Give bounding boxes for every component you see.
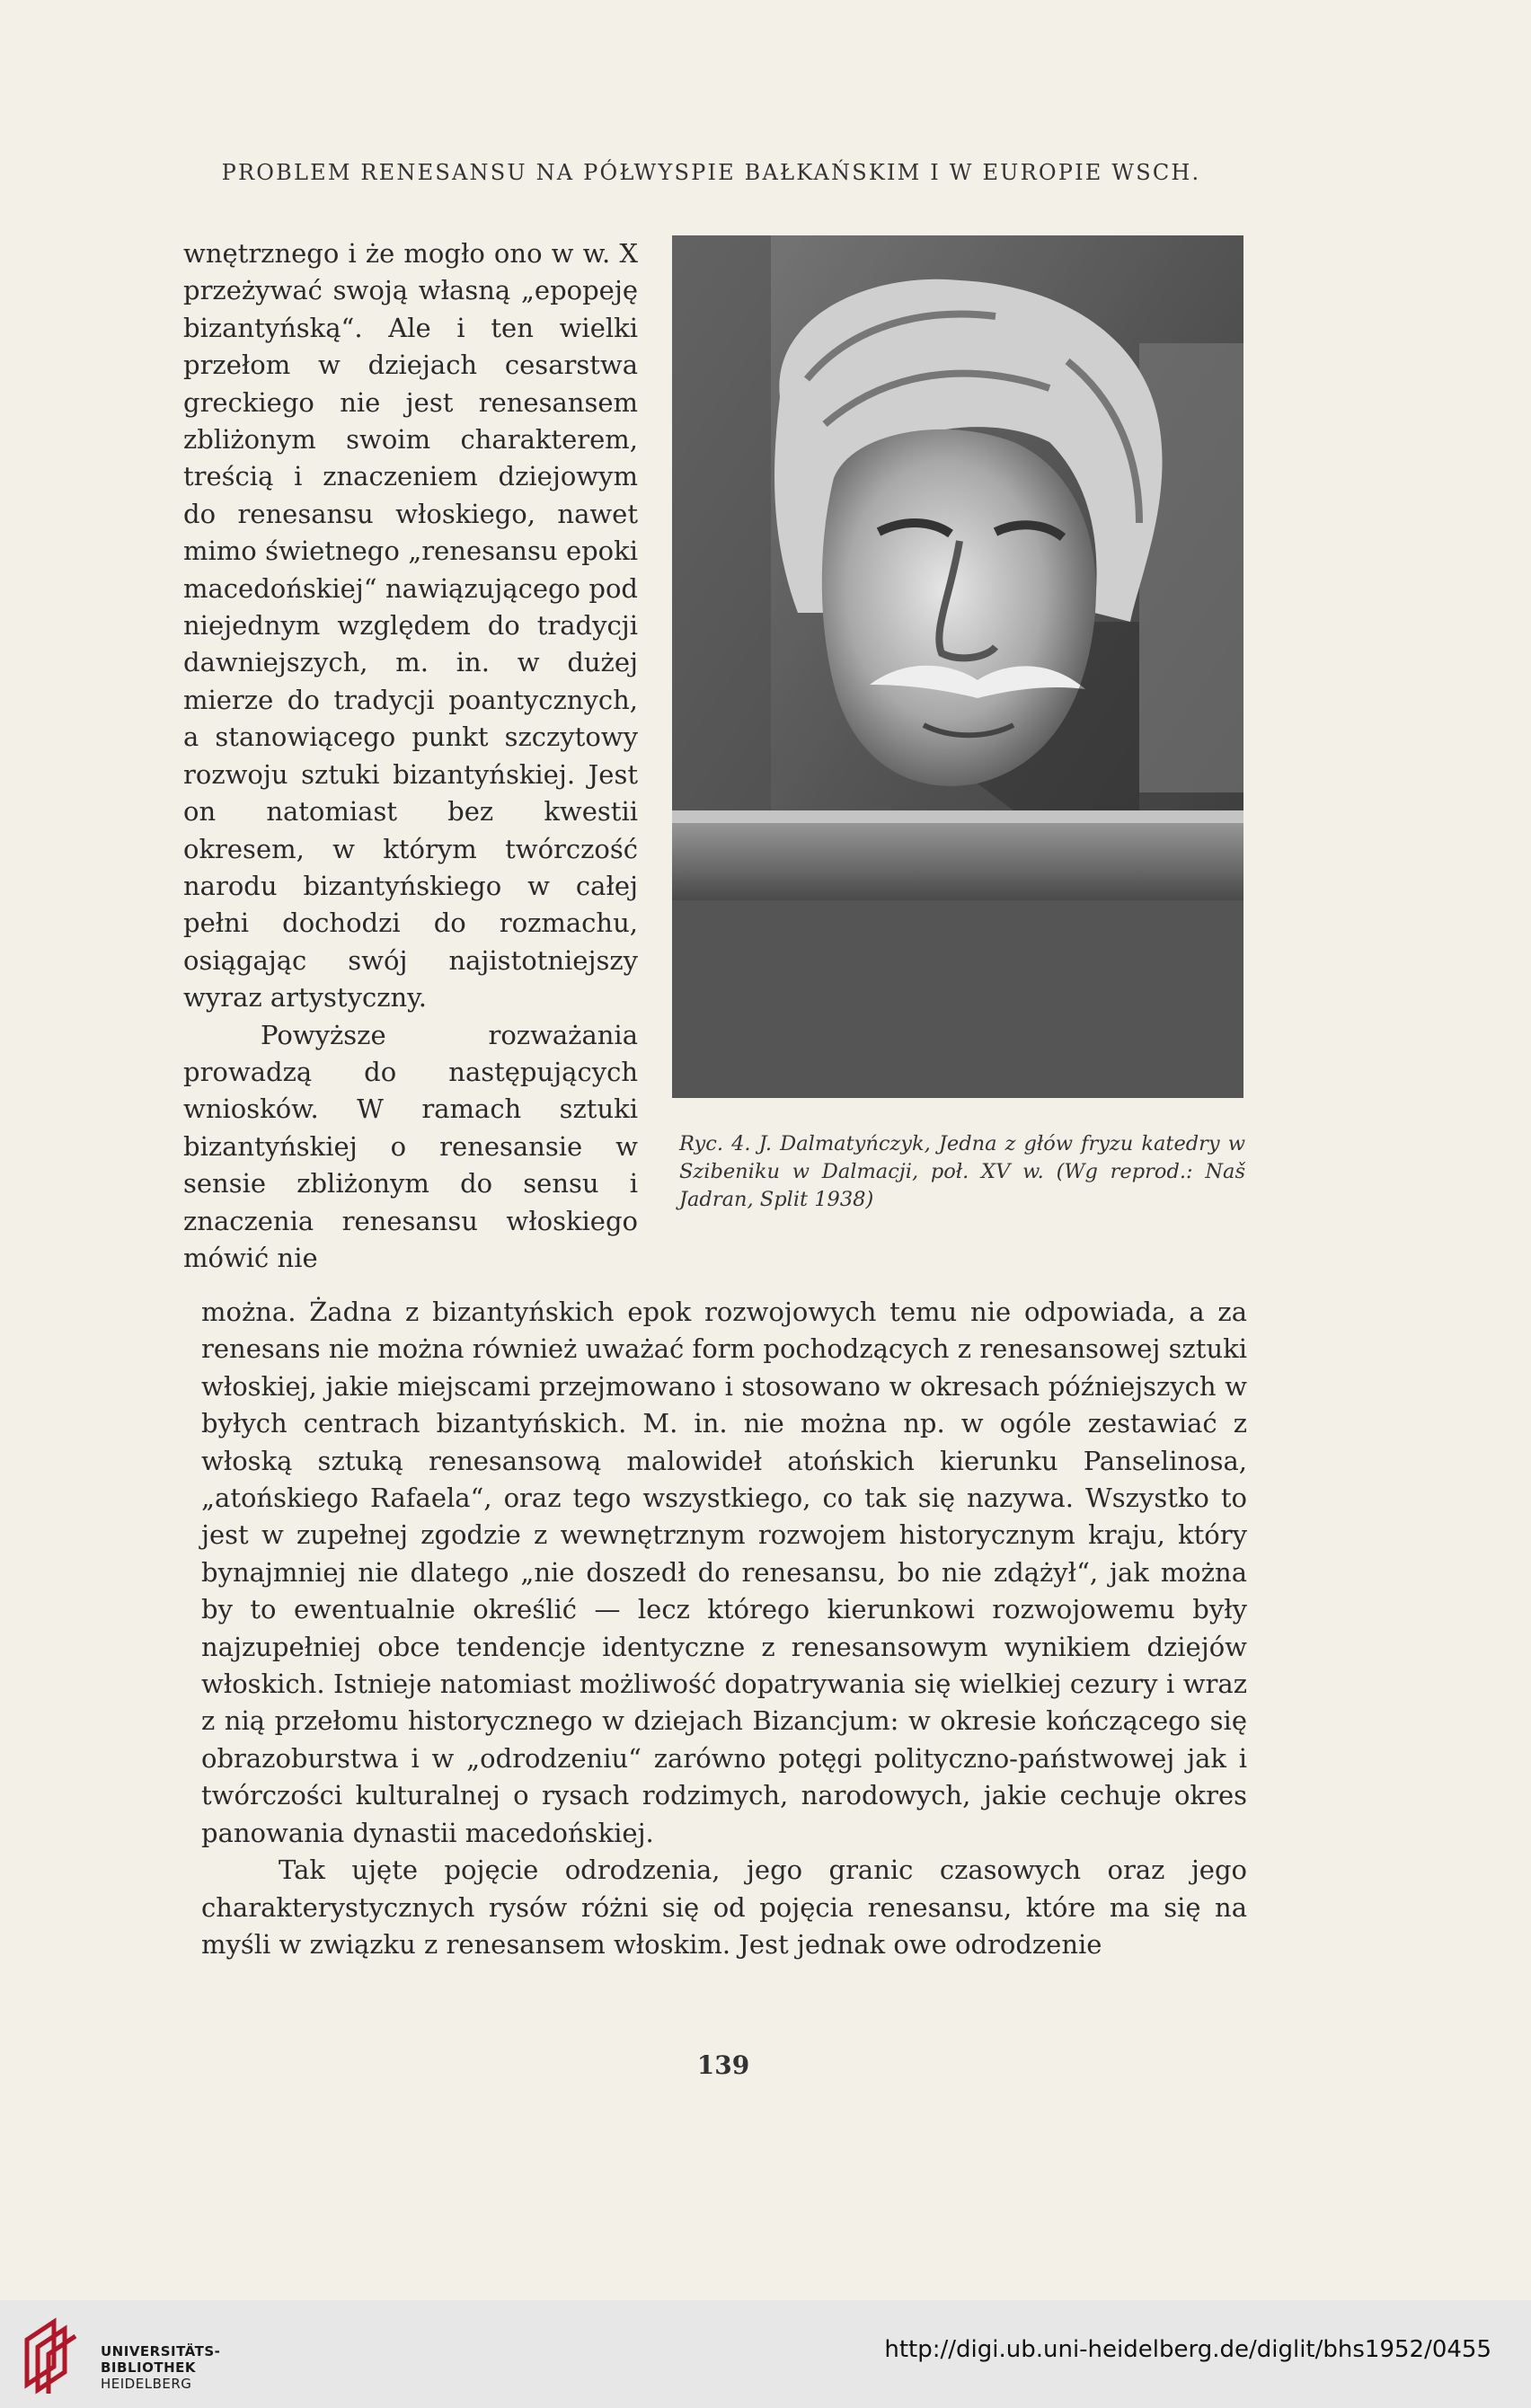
library-logo: [18, 2313, 221, 2395]
figure: [672, 235, 1243, 1098]
paragraph: wnętrznego i że mogło ono w w. X przeżywać swoją własną „epopeję bizantyńską“. Ale i ten wielki przełom w dziejach cesarstwa greckiego nie jest renesansem zbliżonym swoim charakterem, treścią i znaczeniem dziejowym do renesansu włoskiego, nawet mimo świetnego „renesansu epoki macedońskiej“ nawiązującego pod niejednym względem do tradycji dawniejszych, m. in. w dużej mierze do tradycji poantycznych, a stanowiącego punkt szczytowy rozwoju sztuki bizantyńskiej. Jest on natomiast bez kwestii okresem, w którym twórczość narodu bizantyńskiego w całej pełni dochodzi do rozmachu, osiągając swój najistotniejszy wyraz artystyczny.: [183, 238, 638, 1014]
paragraph: Powyższe rozważania prowadzą do następujących wniosków. W ramach sztuki bizantyńskiej o renesansie w sensie zbliżonym do sensu i znaczenia renesansu włoskiego mówić nie: [183, 1019, 638, 1273]
full-width-text: [201, 1294, 1247, 1963]
paragraph: Tak ujęte pojęcie odrodzenia, jego granic czasowych oraz jego charakterystycznych rysów różni się od pojęcia renesansu, które ma się na myśli w związku z renesansem włoskim. Jest jednak owe odrodzenie: [201, 1855, 1247, 1960]
running-title: PROBLEM RENESANSU NA PÓŁWYSPIE BAŁKAŃSKIM I W EUROPIE WSCH.: [221, 160, 1201, 185]
left-column-text: [183, 235, 638, 1277]
library-name: [101, 2343, 220, 2392]
paragraph: można. Żadna z bizantyńskich epok rozwojowych temu nie odpowiada, a za renesans nie można również uważać form pochodzących z renesansowej sztuki włoskiej, jakie miejscami przejmowano i stosowano w okresach późniejszych w byłych centrach bizantyńskich. M. in. nie można np. w ogóle zestawiać z włoską sztuką renesansową malowideł atońskich kierunku Panselinosa, „atońskiego Rafaela“, oraz tego wszystkiego, co tak się nazywa. Wszystko to jest w zupełnej zgodzie z wewnętrznym rozwojem historycznym kraju, który bynajmniej nie dlatego „nie doszedł do renesansu, bo nie zdążył“, jak można by to ewentualnie określić — lecz którego kierunkowi rozwojowemu były najzupełniej obce tendencje identyczne z renesansowym wynikiem dziejów włoskich. Istnieje natomiast możliwość dopatrywania się wielkiej cezury i wraz z nią przełomu historycznego w dziejach Bizancjum: w okresie kończącego się obrazoburstwa i w „odrodzeniu“ zarówno potęgi polityczno-państwowej jak i twórczości kulturalnej o rysach rodzimych, narodowych, jakie cechuje okres panowania dynastii macedońskiej.: [201, 1297, 1247, 1848]
library-name-line: UNIVERSITÄTS-: [101, 2343, 221, 2359]
source-url-link[interactable]: http://digi.ub.uni-heidelberg.de/diglit/bhs1952/0455: [884, 2336, 1491, 2363]
library-logo-icon: [18, 2313, 81, 2395]
photo-illustration: [672, 235, 1243, 1098]
digitization-footer: [0, 2300, 1531, 2408]
page-number: 139: [696, 2050, 750, 2080]
library-name-line: BIBLIOTHEK: [101, 2359, 196, 2376]
figure-caption: Ryc. 4. J. Dalmatyńczyk, Jedna z głów fryzu katedry w Szibeniku w Dalmacji, poł. XV w. (Wg reprod.: Naš Jadran, Split 1938): [679, 1132, 1245, 1211]
carved-stone-head-photo: [672, 235, 1243, 1098]
library-name-line: HEIDELBERG: [101, 2376, 192, 2392]
